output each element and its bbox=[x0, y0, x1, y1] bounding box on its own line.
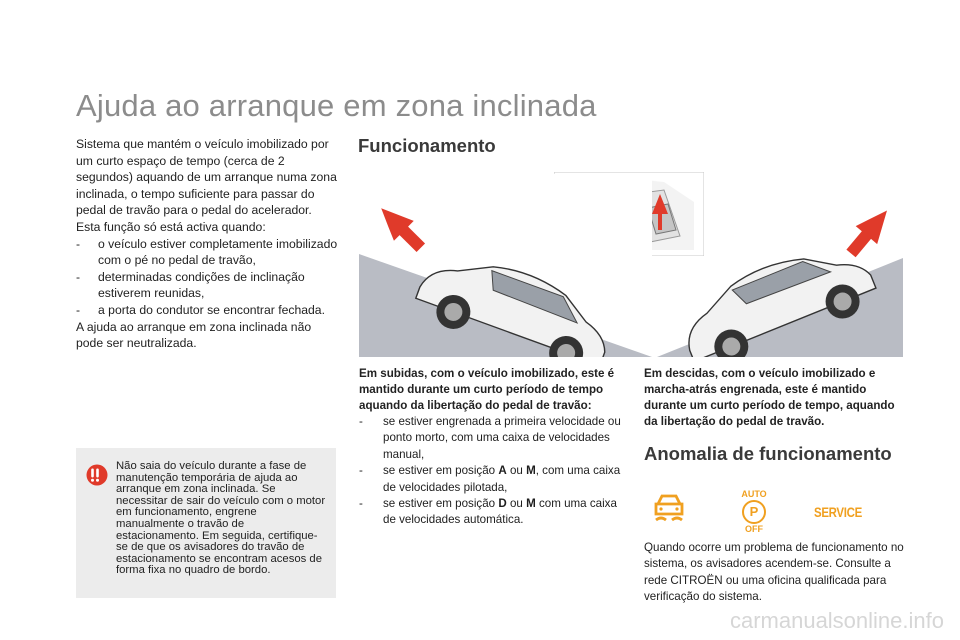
service-warning-icon: SERVICE bbox=[814, 504, 862, 520]
section-heading-funcionamento: Funcionamento bbox=[358, 135, 496, 156]
warning-text: Não saia do veículo durante a fase de manutenção temporária de ajuda ao arranque em zona inclinada. Se necessitar de sair do veículo com o motor em funcionamento, engrene manualmente o travão de estacionamento. Em seguida, certifique-se de que os avisadores do travão de estacionamento se encontram acesos de forma fixa no quadro de bordo. bbox=[116, 460, 326, 577]
warning-lamps-row bbox=[644, 490, 904, 532]
intro-paragraph-1: Sistema que mantém o veículo imobilizado por um curto espaço de tempo (cerca de 2 segundos) aquando de um arranque numa zona inclinada, o tempo suficiente para passar do pedal de travão para o pedal do acelerador. bbox=[76, 137, 337, 218]
intro-list-item: - a porta do condutor se encontrar fechada. bbox=[76, 302, 325, 317]
esp-warning-icon bbox=[652, 492, 686, 528]
intro-paragraph-2: Esta função só está activa quando: bbox=[76, 219, 266, 234]
intro-list-item: - o veículo estiver completamente imobilizado com o pé no pedal de travão, bbox=[76, 236, 338, 268]
motion-arrow-icon bbox=[371, 198, 430, 257]
section-heading-anomalia: Anomalia de funcionamento bbox=[644, 443, 892, 464]
intro-text bbox=[76, 136, 338, 352]
uphill-car-illustration bbox=[359, 174, 652, 357]
anomaly-text: Quando ocorre um problema de funcionamento no sistema, os avisadores acendem-se. Consulte a rede CITROËN ou uma oficina qualificada para verificação do sistema. bbox=[644, 541, 904, 604]
warning-icon bbox=[86, 464, 108, 486]
auto-parking-brake-icon: AUTO P OFF bbox=[741, 489, 767, 534]
downhill-car-illustration bbox=[657, 174, 903, 357]
uphill-list-item: - se estiver em posição A ou M, com uma caixa de velocidades pilotada, bbox=[359, 464, 621, 494]
intro-paragraph-3: A ajuda ao arranque em zona inclinada não pode ser neutralizada. bbox=[76, 319, 312, 351]
downhill-text: Em descidas, com o veículo imobilizado e marcha-atrás engrenada, este é mantido durante um curto período de tempo, aquando da libertação do pedal de travão. bbox=[644, 367, 895, 428]
warning-box bbox=[76, 448, 336, 598]
uphill-text bbox=[359, 366, 624, 529]
page-title: Ajuda ao arranque em zona inclinada bbox=[76, 88, 597, 123]
uphill-intro: Em subidas, com o veículo imobilizado, este é mantido durante um curto período de tempo aquando da libertação do pedal de travão: bbox=[359, 367, 615, 412]
intro-list-item: - determinadas condições de inclinação estiverem reunidas, bbox=[76, 269, 305, 301]
watermark: carmanualsonline.info bbox=[729, 608, 944, 633]
uphill-list-item: - se estiver engrenada a primeira velocidade ou ponto morto, com uma caixa de velocidades manual, bbox=[359, 415, 621, 461]
downhill-text-column bbox=[644, 366, 904, 430]
uphill-list-item: - se estiver em posição D ou M com uma caixa de velocidades automática. bbox=[359, 497, 617, 527]
motion-arrow-icon bbox=[840, 202, 897, 263]
